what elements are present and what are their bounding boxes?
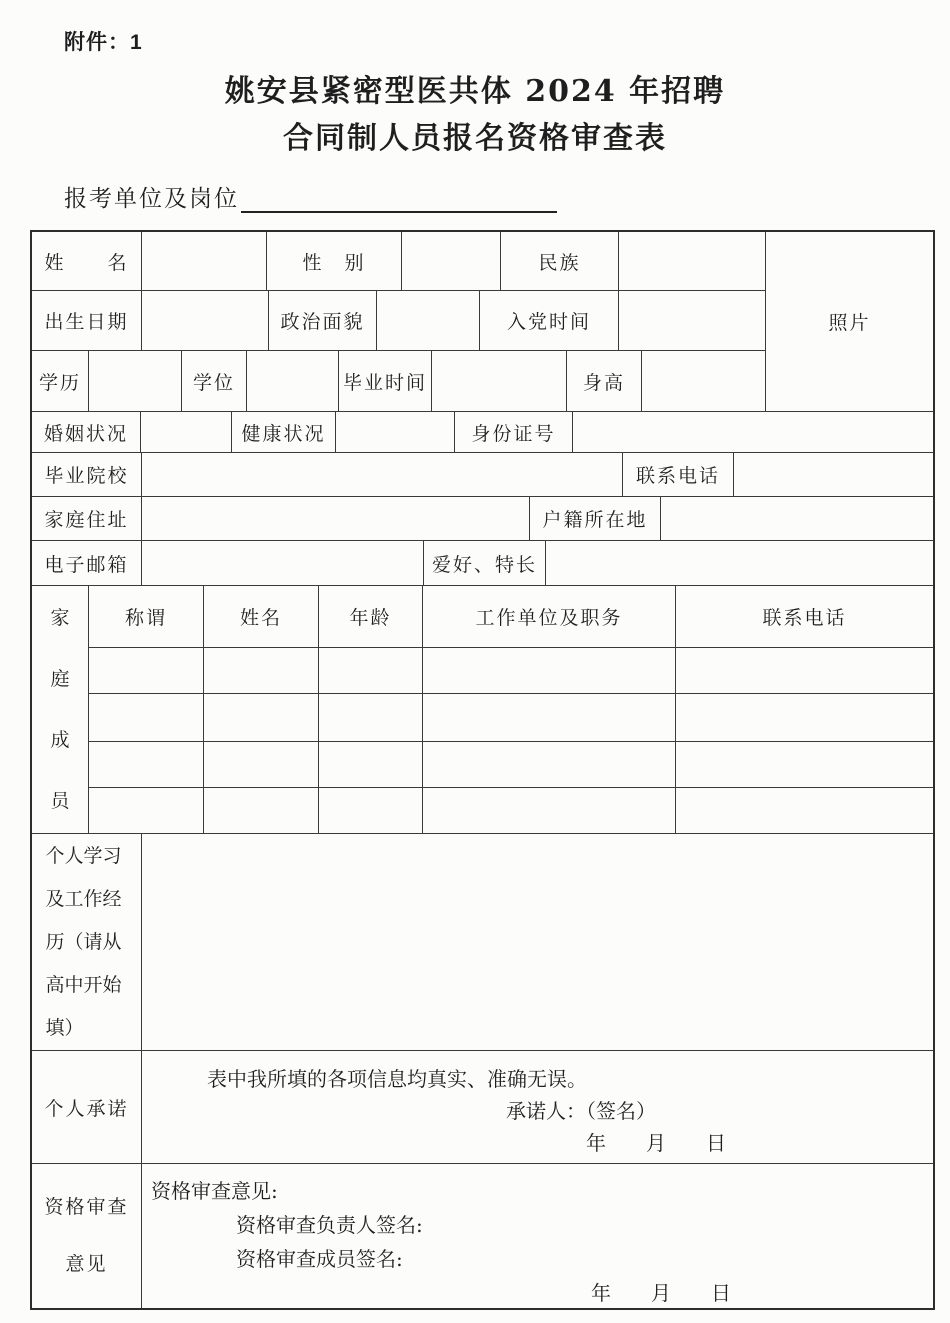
review-label-line2: 意见 — [65, 1253, 108, 1275]
commitment-date-label: 年 月 日 — [586, 1131, 726, 1155]
review-member-sign-label: 资格审查成员签名: — [236, 1247, 403, 1271]
education-value-cell — [89, 351, 182, 411]
graduation-time-value-cell — [432, 351, 567, 411]
party-join-time-label: 入党时间 — [480, 291, 619, 350]
row-address-household — [32, 497, 933, 541]
political-status-value-cell — [377, 291, 480, 350]
attachment-label: 附件：1 — [64, 31, 143, 54]
family-col-age: 年龄 — [319, 586, 423, 647]
ethnicity-label: 民族 — [501, 232, 619, 290]
family-workunit-cell — [423, 648, 676, 693]
political-status-label: 政治面貌 — [269, 291, 377, 350]
family-col-phone: 联系电话 — [762, 607, 847, 629]
unit-position-field — [64, 180, 950, 216]
photo-cell: 照片 — [765, 232, 933, 411]
family-member-row — [89, 694, 933, 742]
id-number-label: 身份证号 — [455, 412, 573, 452]
family-workunit-cell — [423, 694, 676, 741]
form-title-line2: 合同制人员报名资格审查表 — [283, 121, 667, 156]
email-value-cell — [142, 541, 424, 585]
family-members-header-row — [89, 586, 933, 648]
health-status-label: 健康状况 — [232, 412, 336, 452]
family-col-workunit: 工作单位及职务 — [423, 586, 676, 647]
row-education-degree-grad-height — [32, 351, 765, 411]
degree-value-cell — [247, 351, 339, 411]
unit-position-blank — [241, 185, 557, 213]
family-phone-cell — [676, 788, 933, 833]
contact-phone-value-cell — [734, 453, 933, 496]
hobbies-label: 爱好、特长 — [424, 541, 546, 585]
graduation-time-label: 毕业时间 — [339, 351, 432, 411]
contact-phone-label: 联系电话 — [623, 453, 734, 496]
row-email-hobbies — [32, 541, 933, 586]
experience-label-text: 个人学习及工作经历（请从高中开始填） — [45, 844, 122, 1039]
review-date-label: 年 月 日 — [591, 1281, 731, 1305]
family-workunit-cell — [423, 788, 676, 833]
family-name-cell — [204, 788, 319, 833]
review-leader-sign-label: 资格审查负责人签名: — [236, 1213, 423, 1237]
review-content-cell — [142, 1164, 933, 1308]
graduate-school-value-cell — [142, 453, 623, 496]
hobbies-value-cell — [546, 541, 933, 585]
family-relation-cell — [89, 694, 204, 741]
marital-status-label: 婚姻状况 — [32, 412, 141, 452]
unit-position-label: 报考单位及岗位 — [64, 186, 239, 212]
family-age-cell — [319, 788, 423, 833]
household-registration-value-cell — [661, 497, 933, 540]
home-address-value-cell — [142, 497, 530, 540]
education-label: 学历 — [32, 351, 89, 411]
family-phone-cell — [676, 694, 933, 741]
family-phone-cell — [676, 648, 933, 693]
family-col-name: 姓名 — [204, 586, 319, 647]
family-age-cell — [319, 694, 423, 741]
row-name-gender-ethnicity — [32, 232, 765, 291]
basic-info-top-block — [32, 232, 933, 412]
form-title — [0, 68, 950, 162]
health-status-value-cell — [336, 412, 455, 452]
household-registration-label: 户籍所在地 — [530, 497, 661, 540]
row-birth-political-party — [32, 291, 765, 351]
review-label-line1: 资格审查 — [44, 1196, 129, 1218]
gender-label: 性 别 — [267, 232, 402, 290]
home-address-label: 家庭住址 — [32, 497, 142, 540]
family-member-row — [89, 788, 933, 833]
commitment-content-cell — [142, 1051, 933, 1163]
commitment-label: 个人承诺 — [32, 1051, 142, 1163]
family-relation-cell — [89, 742, 204, 787]
degree-label: 学位 — [182, 351, 247, 411]
height-value-cell — [642, 351, 765, 411]
graduate-school-label: 毕业院校 — [32, 453, 142, 496]
row-school-phone — [32, 453, 933, 497]
family-member-row — [89, 742, 933, 788]
commitment-statement: 表中我所填的各项信息均真实、准确无误。 — [207, 1067, 587, 1091]
family-relation-cell — [89, 648, 204, 693]
commitment-signer-label: 承诺人：（签名） — [506, 1099, 656, 1123]
family-age-cell — [319, 648, 423, 693]
id-number-value-cell — [573, 412, 933, 452]
experience-label — [32, 834, 142, 1050]
family-workunit-cell — [423, 742, 676, 787]
family-col-relation: 称谓 — [89, 586, 204, 647]
form-table — [30, 230, 935, 1310]
family-members-section — [32, 586, 933, 834]
ethnicity-value-cell — [619, 232, 765, 290]
name-label: 姓 名 — [32, 232, 142, 290]
family-members-section-label — [32, 586, 89, 833]
marital-status-value-cell — [141, 412, 232, 452]
birth-date-label: 出生日期 — [32, 291, 142, 350]
party-join-time-value-cell — [619, 291, 765, 350]
form-title-line1: 姚安县紧密型医共体 2024 年招聘 — [224, 74, 726, 109]
family-members-vertical-text: 家庭成员 — [50, 606, 70, 812]
commitment-section — [32, 1051, 933, 1164]
name-value-cell — [142, 232, 267, 290]
birth-date-value-cell — [142, 291, 269, 350]
experience-content-cell — [142, 834, 933, 1050]
family-name-cell — [204, 694, 319, 741]
row-marital-health-id — [32, 412, 933, 453]
email-label: 电子邮箱 — [32, 541, 142, 585]
family-name-cell — [204, 648, 319, 693]
review-section — [32, 1164, 933, 1308]
family-name-cell — [204, 742, 319, 787]
family-phone-cell — [676, 742, 933, 787]
family-relation-cell — [89, 788, 204, 833]
family-member-row — [89, 648, 933, 694]
review-opinion-label: 资格审查意见: — [151, 1179, 278, 1203]
review-label — [32, 1164, 142, 1308]
family-age-cell — [319, 742, 423, 787]
height-label: 身高 — [567, 351, 642, 411]
experience-section — [32, 834, 933, 1051]
gender-value-cell — [402, 232, 501, 290]
